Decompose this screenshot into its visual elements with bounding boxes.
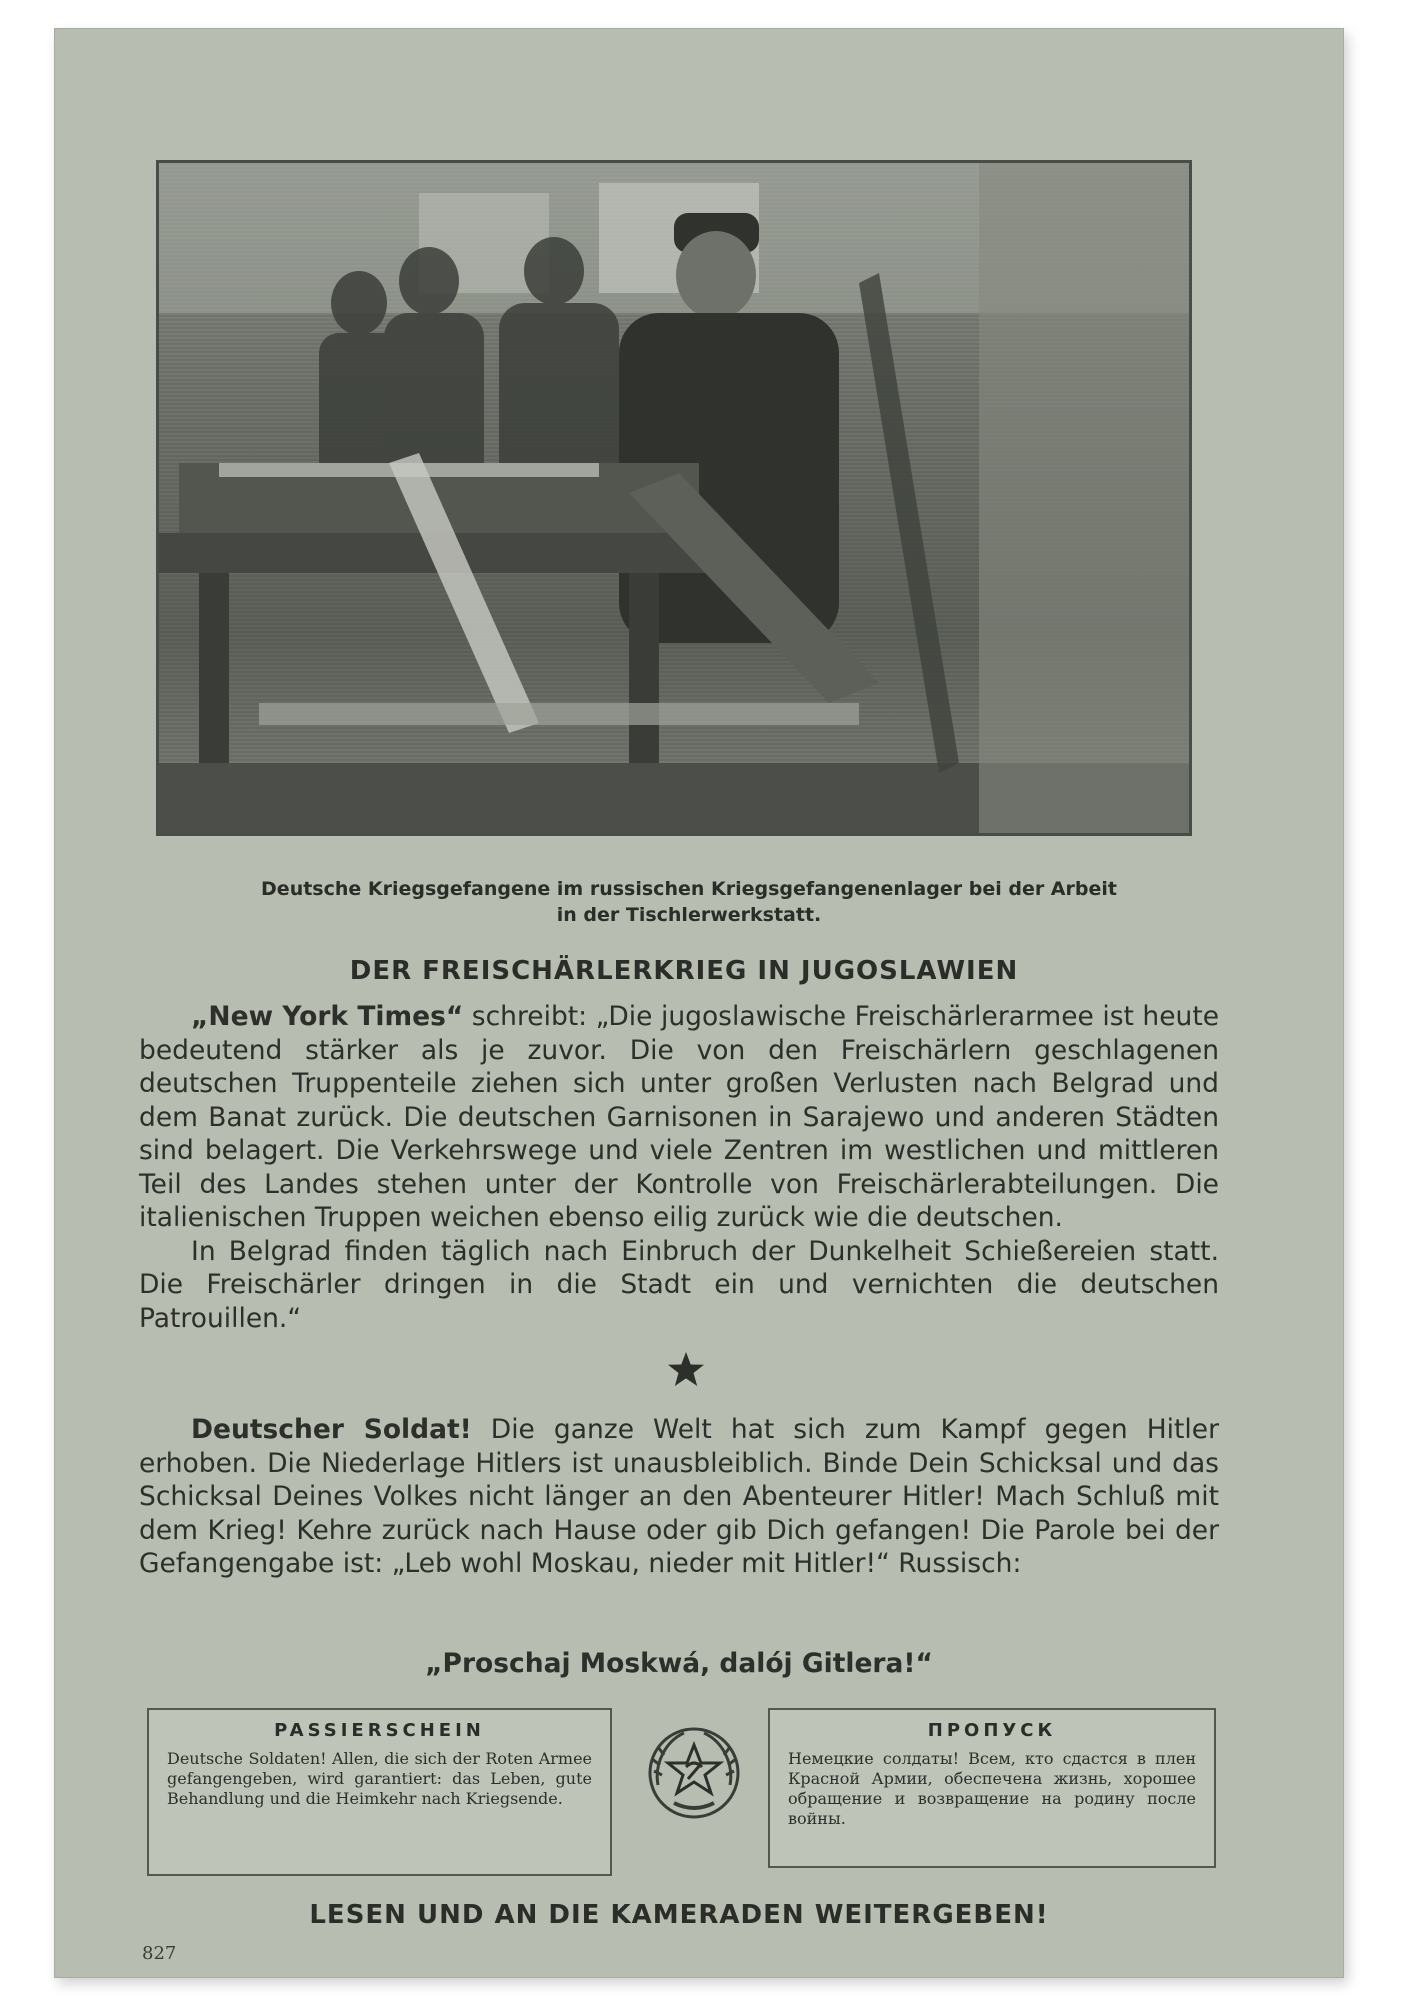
soviet-emblem-icon (644, 1723, 744, 1823)
passierschein-box (147, 1708, 612, 1876)
appeal-text: Die ganze Welt hat sich zum Kampf gegen Hitler erhoben. Die Niederlage Hitlers ist unausbleiblich. Binde Dein Schicksal und das Schicksal Deines Volkes nicht länger an den Abenteurer Hitler! Mach Schluß mit dem Krieg! Kehre zurück nach Hause oder gib Dich gefangen! Die Parole bei der Gefangengabe ist: „Leb wohl Moskau, nieder mit Hitler!“ Russisch: (139, 1414, 1219, 1579)
article-headline: DER FREISCHÄRLERKRIEG IN JUGOSLAWIEN (349, 956, 1019, 986)
prisoners-workshop-photo (156, 160, 1192, 836)
photo-caption (134, 876, 1244, 928)
article-paragraph-1 (139, 1000, 1219, 1235)
propusk-text: Немецкие солдаты! Всем, кто сдастся в плен Красной Армии, обеспечена жизнь, хорошее обращение и возвращение на родину после войны. (788, 1749, 1196, 1828)
appeal-body (139, 1413, 1219, 1581)
passierschein-title: PASSIERSCHEIN (274, 1720, 485, 1741)
photo-illustration (159, 163, 1189, 833)
leaflet-sheet (54, 28, 1344, 1978)
article-paragraph-2: In Belgrad finden täglich nach Einbruch der Dunkelheit Schießereien statt. Die Freischärler dringen in die Stadt ein und vernichten die deutschen Patrouillen.“ (139, 1235, 1219, 1334)
russian-slogan: „Proschaj Moskwá, dalój Gitlera!“ (425, 1648, 933, 1679)
propusk-box (768, 1708, 1216, 1868)
footer-call-to-action: LESEN UND AN DIE KAMERADEN WEITERGEBEN! (309, 1900, 1049, 1930)
passierschein-text: Deutsche Soldaten! Allen, die sich der Roten Armee gefangengeben, wird garantiert: das Leben, gute Behandlung und die Heimkehr nach Kriegsende. (167, 1749, 592, 1808)
star-divider-icon (666, 1350, 706, 1390)
article-text: schreibt: „Die jugoslawische Freischärlerarmee ist heute bedeutend stärker als je zuvor. Die von den Freischärlern geschlagenen deutschen Truppenteile ziehen sich unter großen Verlusten nach Belgrad und dem Banat zurück. Die deutschen Garnisonen in Sarajewo und anderen Städten sind belagert. Die Verkehrswege und viele Zentren im westlichen und mittleren Teil des Landes stehen unter der Kontrolle von Freischärlerabteilungen. Die italienischen Truppen weichen ebenso eilig zurück wie die deutschen. (139, 1001, 1220, 1233)
article-body (139, 1000, 1219, 1335)
caption-line-2: in der Tischlerwerkstatt. (556, 904, 822, 926)
appeal-lead: Deutscher Soldat! (191, 1414, 472, 1445)
caption-line-1: Deutsche Kriegsgefangene im russischen Kriegsgefangenenlager bei der Arbeit (261, 878, 1117, 900)
article-source: „New York Times“ (191, 1001, 464, 1032)
leaflet-number: 827 (142, 1943, 177, 1964)
propusk-title: ПРОПУСК (927, 1720, 1057, 1741)
appeal-paragraph (139, 1413, 1219, 1581)
